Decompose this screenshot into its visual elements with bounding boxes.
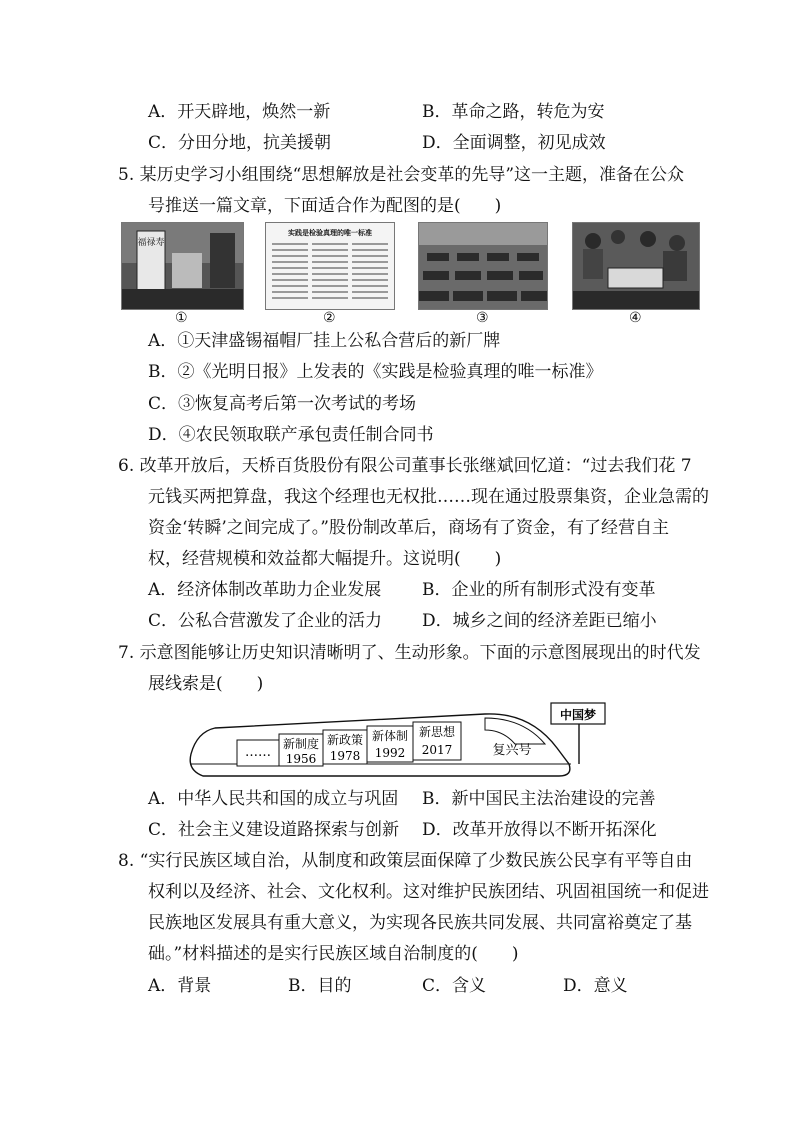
q4-option-b: B．革命之路，转危为安 <box>422 102 605 122</box>
q6-option-b: B．企业的所有制形式没有变革 <box>422 580 656 600</box>
q8-stem-line2: 权利以及经济、社会、文化权利。这对维护民族团结、巩固祖国统一和促进 <box>148 882 709 902</box>
train-name: 复兴号 <box>492 743 532 758</box>
q5-caption-4: ④ <box>629 310 642 326</box>
q4-option-d: D．全面调整，初见成效 <box>422 133 606 153</box>
q5-stem-line2: 号推送一篇文章，下面适合作为配图的是( ) <box>148 196 502 216</box>
q6-option-a: A．经济体制改革助力企业发展 <box>148 580 382 600</box>
q8-option-c: C．含义 <box>422 976 487 996</box>
train-car-1-year: 1956 <box>285 752 317 766</box>
q6-option-c: C．公私合营激发了企业的活力 <box>148 611 383 631</box>
q7-option-d: D．改革开放得以不断开拓深化 <box>422 820 657 840</box>
train-car-3-label: 新体制 <box>371 729 409 743</box>
q5-option-b: B．②《光明日报》上发表的《实践是检验真理的唯一标准》 <box>148 362 603 382</box>
q6-stem-line4: 权，经营规模和效益都大幅提升。这说明( ) <box>148 549 502 569</box>
train-car-4-label: 新思想 <box>418 725 456 739</box>
q5-photo-1 <box>121 222 244 310</box>
train-car-2-label: 新政策 <box>326 733 364 747</box>
q5-photo-1-sign: 福禄寿 <box>137 238 165 248</box>
q5-photo-3-exam-room <box>418 222 548 310</box>
q5-photo-4-farmers <box>572 222 700 310</box>
q8-option-a: A．背景 <box>148 976 212 996</box>
train-car-2-year: 1978 <box>329 749 361 763</box>
q8-stem-line3: 民族地区发展具有重大意义，为实现各民族共同发展、共同富裕奠定了基 <box>148 913 692 933</box>
q7-option-c: C．社会主义建设道路探索与创新 <box>148 820 400 840</box>
q6-stem-line2: 元钱买两把算盘，我这个经理也无权批……现在通过股票集资，企业急需的 <box>148 487 709 507</box>
q5-stem-line1: 5. 某历史学习小组围绕“思想解放是社会变革的先导”这一主题，准备在公众 <box>118 165 685 185</box>
q7-train-diagram <box>185 700 615 782</box>
q4-option-a: A．开天辟地，焕然一新 <box>148 102 331 122</box>
q8-option-b: B．目的 <box>288 976 352 996</box>
q5-option-d: D．④农民领取联产承包责任制合同书 <box>148 425 434 445</box>
q5-option-c: C．③恢复高考后第一次考试的考场 <box>148 394 417 414</box>
q5-caption-3: ③ <box>476 310 489 326</box>
q6-stem-line1: 6. 改革开放后，天桥百货股份有限公司董事长张继斌回忆道：“过去我们花 7 <box>118 456 692 476</box>
q5-caption-2: ② <box>323 310 336 326</box>
q7-option-a: A．中华人民共和国的成立与巩固 <box>148 789 399 809</box>
q6-stem-line3: 资金‘转瞬’之间完成了。”股份制改革后，商场有了资金，有了经营自主 <box>148 518 669 538</box>
train-car-3-year: 1992 <box>374 746 406 760</box>
train-car-4-year: 2017 <box>421 743 453 757</box>
q6-option-d: D．城乡之间的经济差距已缩小 <box>422 611 657 631</box>
q4-option-c: C．分田分地，抗美援朝 <box>148 133 332 153</box>
train-ellipsis: …… <box>245 745 271 760</box>
q8-stem-line1: 8. “实行民族区域自治，从制度和政策层面保障了少数民族公民享有平等自由 <box>118 851 693 871</box>
q7-stem-line2: 展线索是( ) <box>148 674 264 694</box>
q8-option-d: D．意义 <box>563 976 628 996</box>
q7-stem-line1: 7. 示意图能够让历史知识清晰明了、生动形象。下面的示意图展现出的时代发 <box>118 643 701 663</box>
train-car-1-label: 新制度 <box>282 737 320 751</box>
q7-option-b: B．新中国民主法治建设的完善 <box>422 789 656 809</box>
q5-option-a: A．①天津盛锡福帽厂挂上公私合营后的新厂牌 <box>148 331 501 351</box>
q8-stem-line4: 础。”材料描述的是实行民族区域自治制度的( ) <box>148 944 519 964</box>
q5-newspaper-headline: 实践是检验真理的唯一标准 <box>288 229 372 237</box>
q5-caption-1: ① <box>175 310 188 326</box>
q5-photo-2-newspaper <box>265 222 395 310</box>
chinese-dream-sign: 中国梦 <box>559 708 597 722</box>
